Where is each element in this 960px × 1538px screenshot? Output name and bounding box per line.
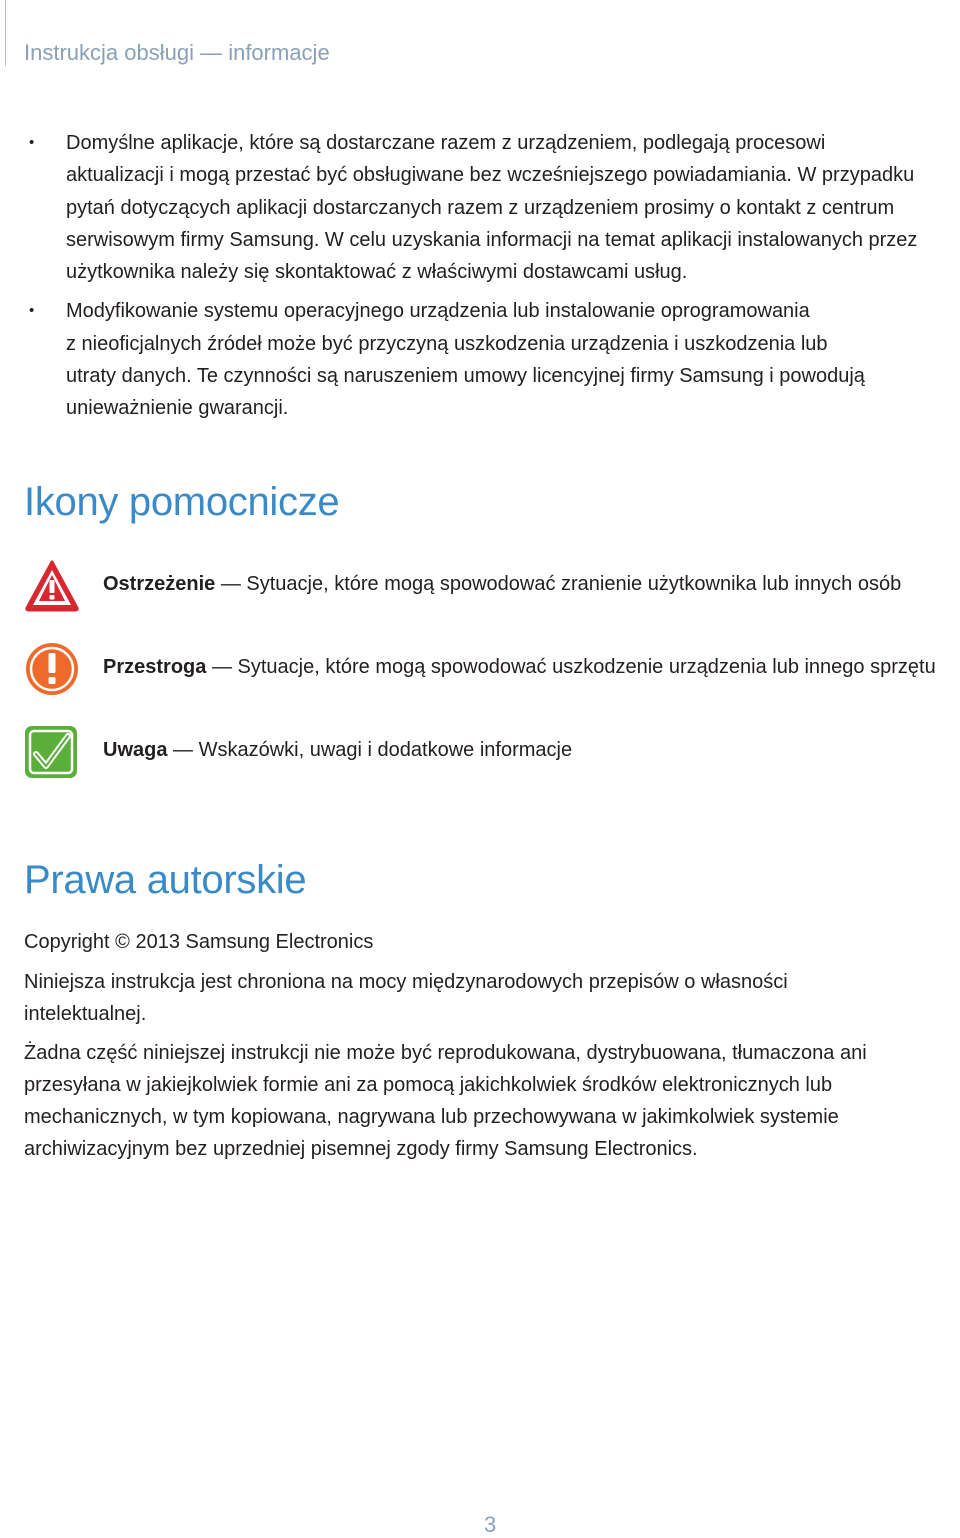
notice-term: Ostrzeżenie [103, 573, 216, 595]
bullet-text-line: serwisowym firmy Samsung. W celu uzyskania informacji na temat aplikacji instalowanych przez [66, 228, 918, 251]
paragraph-line: intelektualnej. [24, 1003, 147, 1025]
notice-description: Sytuacje, które mogą spowodować zranienie użytkownika lub innych osób [246, 573, 902, 595]
bullet-text-line: Domyślne aplikacje, które są dostarczane razem z urządzeniem, podlegają procesowi [66, 132, 826, 154]
notice-dash: — [211, 656, 232, 678]
note-pencil-icon [24, 724, 80, 780]
paragraph-line: przesyłana w jakiejkolwiek formie ani za pomocą jakichkolwiek środków elektronicznych lub [24, 1074, 833, 1096]
notice-note-text [103, 739, 572, 762]
bullet-item-os-modification [24, 295, 960, 424]
notice-note [24, 724, 960, 784]
notice-description: Sytuacje, które mogą spowodować uszkodzenie urządzenia lub innego sprzętu [237, 656, 936, 678]
bullet-text-line: utraty danych. Te czynności są naruszeniem umowy licencyjnej firmy Samsung i powodują [66, 365, 865, 388]
bullet-marker: • [29, 302, 35, 320]
bullet-text-line: pytań dotyczących aplikacji dostarczanych razem z urządzeniem prosimy o kontakt z centrum [66, 196, 895, 219]
running-header: Instrukcja obsługi — informacje [24, 40, 330, 65]
paragraph-line: archiwizacyjnym bez uprzedniej pisemnej zgody firmy Samsung Electronics. [24, 1138, 698, 1160]
caution-exclamation-icon [24, 641, 80, 697]
bullet-text-line: Modyfikowanie systemu operacyjnego urządzenia lub instalowanie oprogramowania [66, 300, 810, 323]
notice-caution [24, 641, 960, 701]
bullet-text-line: unieważnienie gwarancji. [66, 397, 289, 420]
notice-caution-text [103, 656, 936, 679]
page-number: 3 [484, 1512, 497, 1537]
paragraph-line: Żadna część niniejszej instrukcji nie może być reprodukowana, dystrybuowana, tłumaczona ani [24, 1042, 867, 1064]
bullet-marker: • [29, 134, 35, 151]
bullet-list [24, 127, 960, 432]
section-heading-copyright: Prawa autorskie [24, 858, 307, 902]
warning-triangle-icon [24, 558, 80, 614]
bullet-text-line: aktualizacji i mogą przestać być obsługiwane bez wcześniejszego powiadamiania. W przypadku [66, 164, 915, 187]
notice-dash: — [220, 573, 241, 595]
notice-dash: — [173, 739, 194, 761]
page-margin-line [5, 0, 6, 66]
notice-term: Przestroga [103, 656, 207, 678]
section-heading-icons: Ikony pomocnicze [24, 480, 340, 524]
notice-description: Wskazówki, uwagi i dodatkowe informacje [198, 739, 573, 761]
copyright-paragraph-1 [24, 966, 934, 1030]
copyright-text: Copyright © 2013 Samsung Electronics [24, 931, 374, 953]
bullet-text-line: z nieoficjalnych źródeł może być przyczyną uszkodzenia urządzenia i uszkodzenia lub [66, 332, 828, 355]
notice-term: Uwaga [103, 739, 168, 761]
copyright-line [24, 926, 934, 958]
copyright-paragraph-2 [24, 1037, 934, 1165]
paragraph-line: mechanicznych, w tym kopiowana, nagrywana lub przechowywana w jakimkolwiek systemie [24, 1106, 839, 1128]
notice-warning [24, 558, 960, 618]
notice-warning-text [103, 573, 901, 596]
bullet-item-apps [24, 127, 960, 288]
paragraph-line: Niniejsza instrukcja jest chroniona na mocy międzynarodowych przepisów o własności [24, 971, 788, 993]
bullet-text-line: użytkownika należy się skontaktować z właściwymi dostawcami usług. [66, 261, 688, 284]
